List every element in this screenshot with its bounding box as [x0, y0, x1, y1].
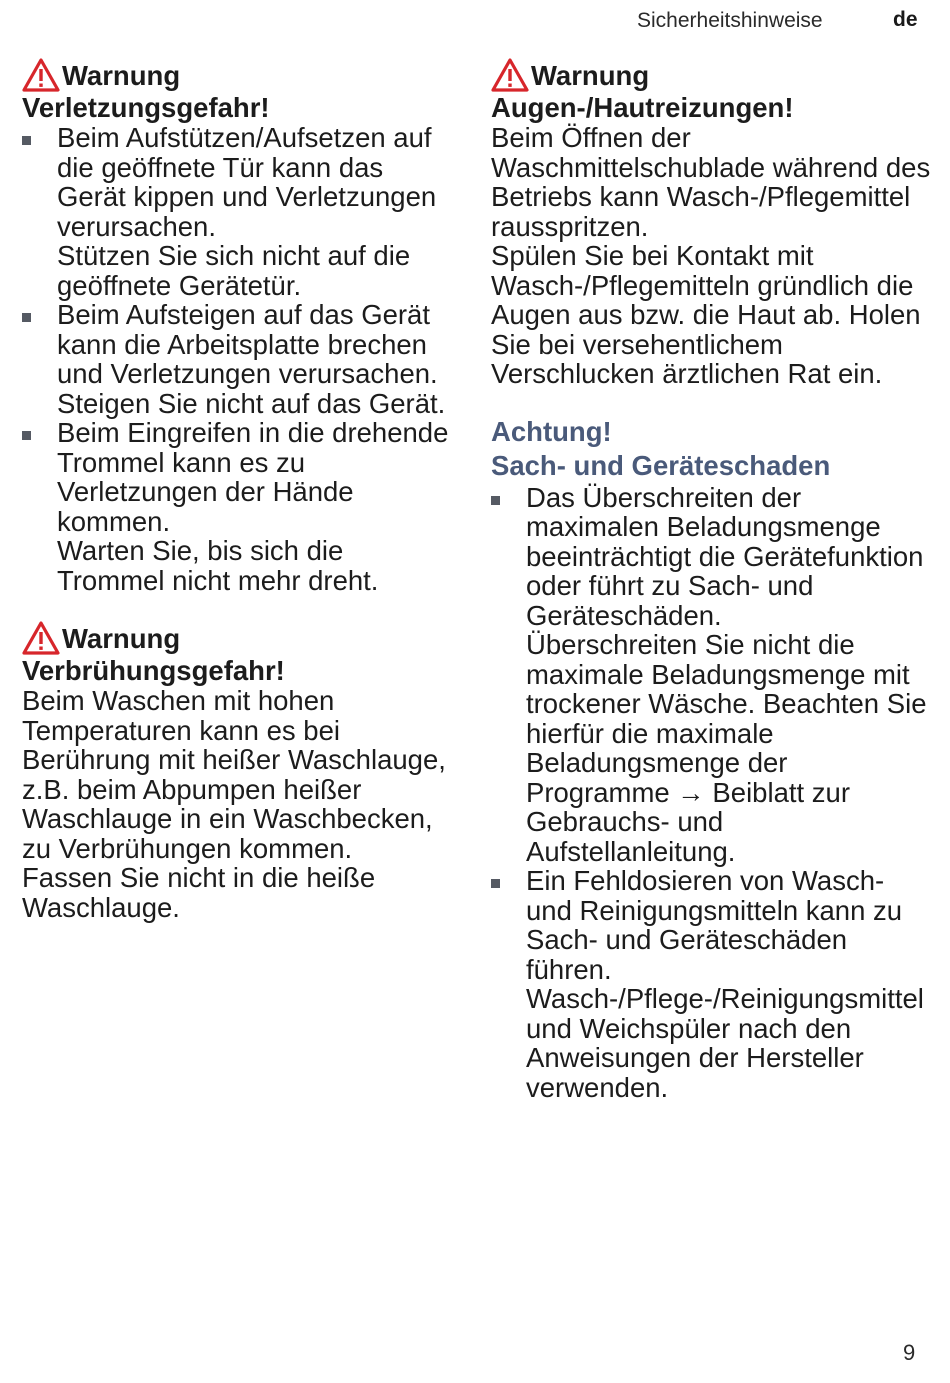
warning-heading: [491, 58, 931, 123]
warning-text: Beim Öffnen der Waschmittelschublade während des Betriebs kann Wasch-/Pflegemittel rausspritzen.: [491, 122, 931, 242]
list-item: [491, 866, 931, 1102]
right-column: [491, 58, 931, 1102]
square-bullet-icon: [22, 313, 31, 322]
caution-title: Sach- und Geräteschaden: [491, 449, 831, 481]
warning-block-scalding: [22, 621, 454, 922]
square-bullet-icon: [491, 496, 500, 505]
warning-label: Warnung: [62, 59, 181, 91]
warning-heading: [22, 58, 454, 123]
header-language: de: [893, 8, 918, 31]
header-section-title: Sicherheitshinweise: [637, 9, 823, 32]
list-item-action: Stützen Sie sich nicht auf die geöffnete Gerätetür.: [57, 240, 411, 301]
list-item-action: Steigen Sie nicht auf das Gerät.: [57, 387, 446, 419]
warning-text: Beim Waschen mit hohen Temperaturen kann es bei Berührung mit heißer Waschlauge, z.B. beim Abpumpen heißer Waschlauge in ein Waschbecken, zu Verbrühungen kommen.: [22, 685, 446, 864]
list-item: [491, 483, 931, 867]
warning-triangle-icon: [491, 58, 529, 92]
list-item: [22, 300, 454, 418]
caution-label: Achtung!: [491, 415, 612, 447]
list-item-action: Wasch-/Pflege-/Reinigungsmittel und Weichspüler nach den Anweisungen der Hersteller verwenden.: [526, 983, 924, 1103]
warning-block-injury: [22, 58, 454, 595]
caution-list: [491, 483, 931, 1103]
warning-block-irritation: [491, 58, 931, 389]
caution-block-damage: [491, 415, 931, 1103]
list-item-action: Überschreiten Sie nicht die maximale Beladungsmenge mit trockener Wäsche. Beachten Sie hierfür die maximale Beladungsmenge der Programme → Beiblatt zur Gebrauchs- und Aufstellanleitung.: [526, 629, 927, 867]
warning-action: Fassen Sie nicht in die heiße Waschlauge.: [22, 862, 376, 923]
warning-title: Augen-/Hautreizungen!: [491, 92, 794, 123]
list-item: [22, 418, 454, 595]
square-bullet-icon: [491, 879, 500, 888]
warning-title: Verletzungsgefahr!: [22, 92, 270, 123]
warning-title: Verbrühungsgefahr!: [22, 655, 285, 686]
warning-list: [22, 123, 454, 595]
warning-label: Warnung: [62, 622, 181, 654]
list-item-text: Das Überschreiten der maximalen Beladungsmenge beeinträchtigt die Gerätefunktion oder führt zu Sach- und Geräteschäden.: [526, 481, 924, 631]
warning-heading: [22, 621, 454, 686]
warning-triangle-icon: [22, 58, 60, 92]
page-number: 9: [903, 1340, 916, 1365]
list-item-text: Beim Aufsteigen auf das Gerät kann die Arbeitsplatte brechen und Verletzungen verursachen.: [57, 299, 438, 389]
left-column: [22, 58, 454, 922]
square-bullet-icon: [22, 136, 31, 145]
list-item-action: Warten Sie, bis sich die Trommel nicht mehr dreht.: [57, 535, 379, 596]
list-item-text: Beim Eingreifen in die drehende Trommel kann es zu Verletzungen der Hände kommen.: [57, 417, 449, 537]
warning-triangle-icon: [22, 621, 60, 655]
list-item: [22, 123, 454, 300]
list-item-text: Ein Fehldosieren von Wasch- und Reinigungsmitteln kann zu Sach- und Geräteschäden führen.: [526, 865, 903, 985]
warning-label: Warnung: [531, 59, 650, 91]
warning-action: Spülen Sie bei Kontakt mit Wasch-/Pflegemitteln gründlich die Augen aus bzw. die Haut ab. Holen Sie bei versehentlichem Verschlucken ärztlichen Rat ein.: [491, 240, 921, 389]
square-bullet-icon: [22, 431, 31, 440]
list-item-text: Beim Aufstützen/Aufsetzen auf die geöffnete Tür kann das Gerät kippen und Verletzungen verursachen.: [57, 122, 437, 242]
